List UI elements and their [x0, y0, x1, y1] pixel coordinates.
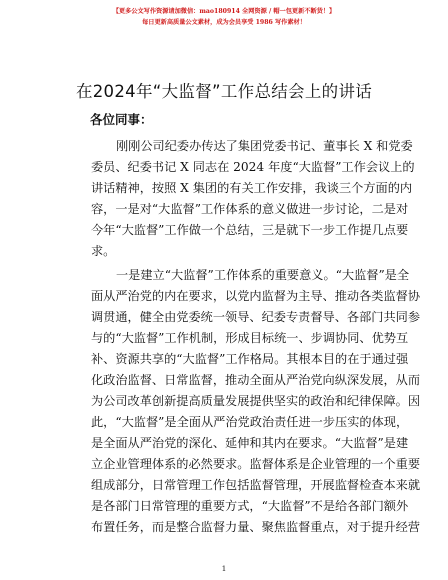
body-line: 为公司改革创新提高质量发展提供坚实的政治和纪律保障。因 [91, 394, 421, 408]
greeting: 各位同事： [90, 112, 153, 127]
body-line: 化政治监督、日常监督，推动全面从严治党向纵深发展，从而 [91, 373, 421, 387]
body-line: 与的“大监督”工作机制，形成目标统一、步调协同、优势互 [91, 331, 409, 345]
body-line: 此，“大监督”是全面从严治党政治责任进一步压实的体现， [91, 415, 409, 429]
body-line: 布置任务，而是整合监督力量、聚焦监督重点，对于提升经营 [91, 520, 421, 534]
promo-banner-line-1: 【更多公文写作资源请加微信：mao180914 全网资源 / 帽一包更新不断货！】 [112, 8, 336, 15]
body-line: 组成部分，日常管理工作包括监督管理，开展监督检查本来就 [91, 478, 421, 492]
body-line: 今年“大监督”工作做一个总结，三是就下一步工作提几点要 [91, 223, 409, 237]
body-line: 补、资源共享的“大监督”工作格局。其根本目的在于通过强 [91, 352, 409, 366]
body-line: 委员、纪委书记 X 同志在 2024 年度“大监督”工作会议上的 [91, 160, 415, 174]
body-line: 调贯通，健全由党委统一领导、纪委专责督导、各部门共同参 [91, 310, 421, 324]
body-line: 求。 [91, 244, 116, 258]
body-line: 面从严治党的内在要求，以党内监督为主导、推动各类监督协 [91, 289, 421, 303]
body-line: 刚刚公司纪委办传达了集团党委书记、董事长 X 和党委 [116, 139, 413, 153]
body-line: 讲话精神，按照 X 集团的有关工作安排，我谈三个方面的内 [91, 181, 413, 195]
body-line: 容，一是对“大监督”工作体系的意义做进一步讨论，二是对 [91, 202, 409, 216]
page-number: 1 [221, 564, 227, 573]
document-title: 在2024年“大监督”工作总结会上的讲话 [75, 82, 373, 101]
body-line: 立企业管理体系的必然要求。监督体系是企业管理的一个重要 [91, 457, 421, 471]
body-line: 一是建立“大监督”工作体系的重要意义。“大监督”是全 [116, 268, 410, 282]
body-line: 是全面从严治党的深化、延伸和其内在要求。“大监督”是建 [91, 436, 409, 450]
body-line: 是各部门日常管理的重要方式，“大监督”不是给各部门额外 [91, 499, 409, 513]
promo-banner-line-2: 每日更新高质量公文素材，成为会员享受 1986 写作素材！ [142, 19, 306, 26]
